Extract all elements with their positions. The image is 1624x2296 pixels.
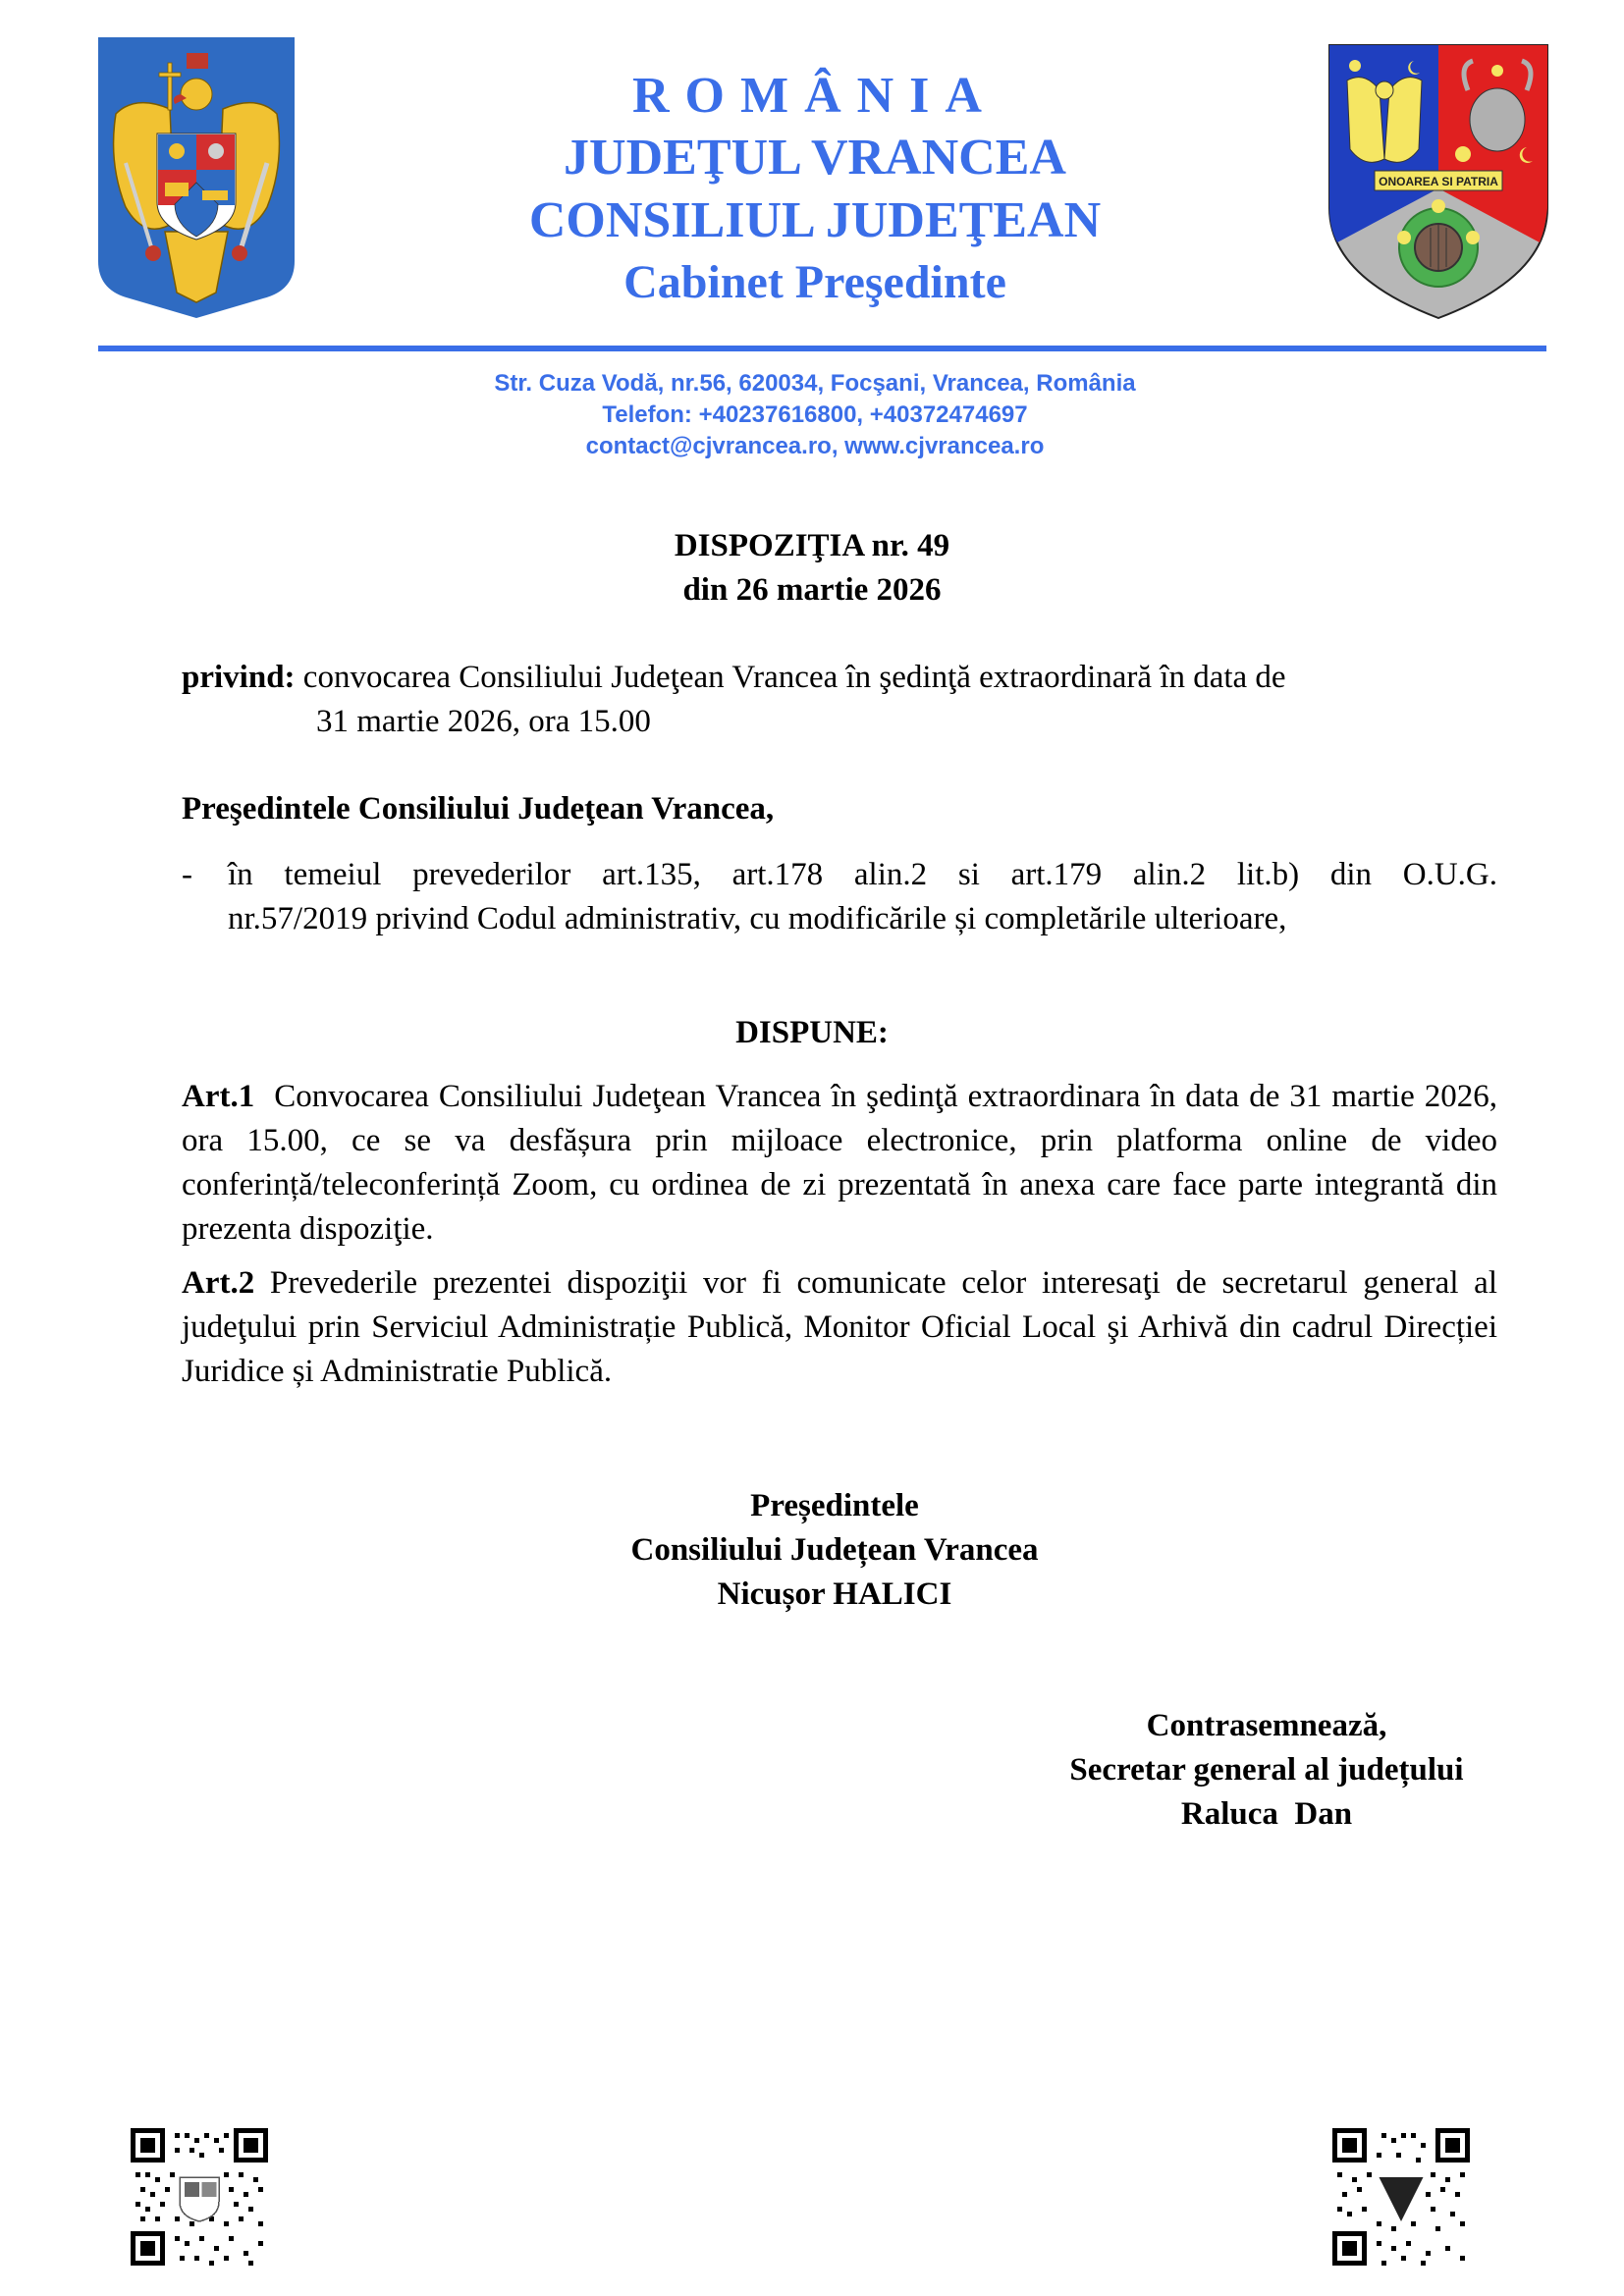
legal-basis-line-2: nr.57/2019 privind Codul administrativ, cu modificările și completările ulterioare, — [228, 901, 1287, 936]
countersign-title: Secretar general al județului — [1069, 1752, 1464, 1788]
subject-line-2: 31 martie 2026, ora 15.00 — [316, 704, 651, 739]
header-council: CONSILIUL JUDEŢEAN — [528, 192, 1102, 248]
header-divider — [98, 346, 1546, 351]
decides-heading: DISPUNE: — [735, 1015, 889, 1050]
document-title: DISPOZIŢIA nr. 49 — [674, 528, 950, 563]
article-text: Convocarea Consiliului Judeţean Vrancea în şedinţă extraordinara în data de 31 martie 2026, ora 15.00, ce se va desfășura prin mijloace electronice, prin platforma online de video conferință/teleconferință Zoom, cu ordinea de zi prezentată în anexa care face parte integrantă din prezenta dispoziţie. — [182, 1079, 1506, 1247]
signature-title-1: Președintele — [750, 1488, 919, 1523]
vrancea-coat-of-arms-icon — [1326, 41, 1551, 321]
subject-line — [182, 656, 1497, 700]
subject-label: privind: — [182, 660, 296, 695]
contact-web: contact@cjvrancea.ro, www.cjvrancea.ro — [585, 433, 1045, 459]
article-1 — [182, 1075, 1506, 1252]
signature-title-2: Consiliului Județean Vrancea — [630, 1532, 1039, 1568]
article-text: Prevederile prezentei dispoziţii vor fi comunicate celor interesaţi de secretarul general al judeţului prin Serviciul Administrație Publică, Monitor Oficial Local şi Arhivă din cadrul Direcției Juridice și Administratie Publică. — [182, 1265, 1497, 1389]
subject-text: convocarea Consiliului Judeţean Vrancea în şedinţă extraordinară în data de — [295, 660, 1286, 695]
header-office: Cabinet Preşedinte — [623, 256, 1006, 308]
qr-code-right-icon — [1332, 2128, 1470, 2266]
article-2 — [182, 1261, 1497, 1394]
document-date: din 26 martie 2026 — [682, 572, 942, 608]
article-label: Art.2 — [182, 1265, 255, 1301]
countersign-name: Raluca Dan — [1180, 1796, 1353, 1832]
article-label: Art.1 — [182, 1079, 255, 1114]
countersign-label: Contrasemnează, — [1146, 1708, 1387, 1743]
header-county: JUDEŢUL VRANCEA — [564, 130, 1066, 186]
header-country: ROMÂNIA — [632, 68, 998, 124]
bullet-dash: - — [182, 857, 192, 892]
romania-coat-of-arms-icon — [96, 35, 297, 320]
contact-phone: Telefon: +40237616800, +40372474697 — [602, 401, 1028, 428]
signature-name: Nicușor HALICI — [717, 1576, 952, 1612]
coat-of-arms-motto: ONOAREA SI PATRIA — [1379, 175, 1498, 188]
contact-address: Str. Cuza Vodă, nr.56, 620034, Focşani, Vrancea, România — [494, 370, 1136, 397]
qr-code-left-icon — [131, 2128, 268, 2266]
legal-basis-line-1: în temeiul prevederilor art.135, art.178 alin.2 si art.179 alin.2 lit.b) din O.U.G. — [228, 857, 1497, 892]
issuer-heading: Preşedintele Consiliului Judeţean Vrancea, — [182, 791, 775, 827]
